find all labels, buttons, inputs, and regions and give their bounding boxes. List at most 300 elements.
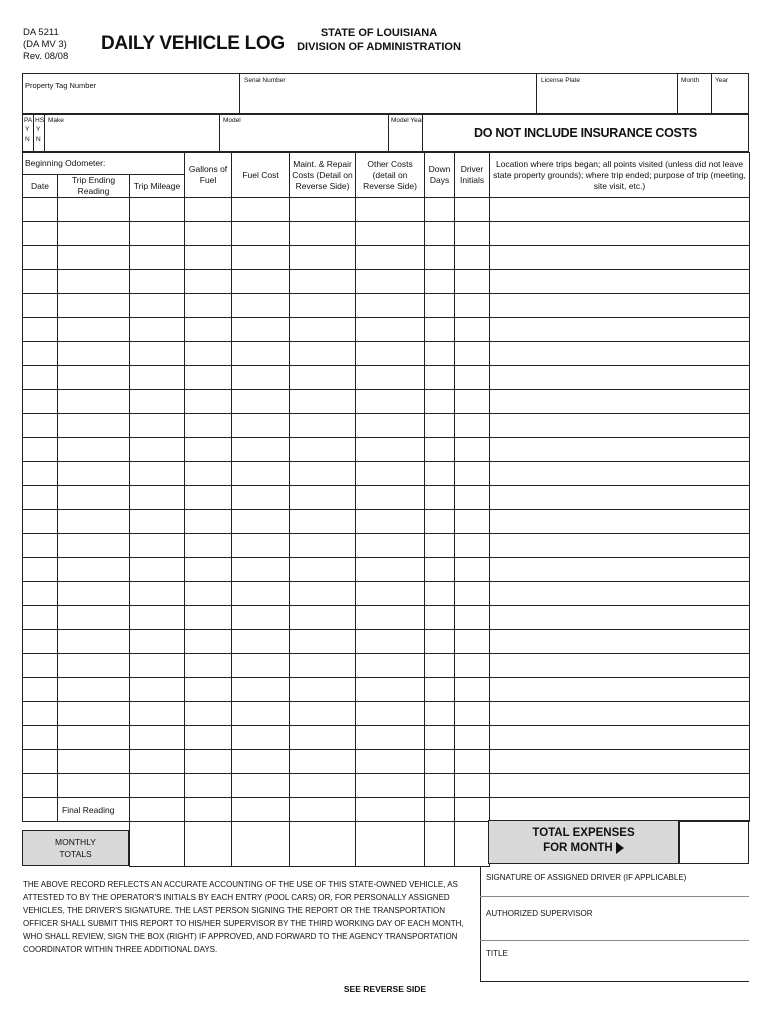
table-cell[interactable] [185,582,232,606]
table-cell[interactable] [425,222,455,246]
hs-yes-label: Y [36,126,41,133]
table-cell[interactable] [58,654,130,678]
table-cell[interactable] [290,534,356,558]
final-reading-cell[interactable] [58,798,130,822]
table-cell[interactable] [232,222,290,246]
table-cell[interactable] [290,318,356,342]
table-cell[interactable] [185,774,232,798]
table-cell[interactable] [185,606,232,630]
table-cell[interactable] [130,558,185,582]
table-cell[interactable] [356,246,425,270]
model-label: Model [223,117,241,124]
table-cell[interactable] [425,198,455,222]
table-cell[interactable] [490,366,750,390]
table-cell[interactable] [130,606,185,630]
table-cell[interactable] [23,582,58,606]
model-year-field[interactable] [389,115,424,151]
table-cell[interactable] [425,414,455,438]
table-cell[interactable] [58,606,130,630]
table-cell[interactable] [425,678,455,702]
model-field[interactable] [220,115,387,151]
table-cell[interactable] [356,774,425,798]
totals-cell[interactable] [185,822,232,867]
table-cell[interactable] [455,702,490,726]
table-cell[interactable] [490,462,750,486]
table-cell[interactable] [23,390,58,414]
table-cell[interactable] [455,342,490,366]
table-cell[interactable] [23,798,58,822]
table-cell[interactable] [425,318,455,342]
table-cell[interactable] [130,222,185,246]
table-cell[interactable] [455,486,490,510]
table-cell[interactable] [356,486,425,510]
table-cell[interactable] [425,798,455,822]
table-cell[interactable] [356,750,425,774]
table-cell[interactable] [455,798,490,822]
table-cell[interactable] [58,414,130,438]
table-cell[interactable] [490,726,750,750]
total-expenses-label: TOTAL EXPENSES [532,827,635,839]
table-cell[interactable] [185,246,232,270]
table-cell[interactable] [130,534,185,558]
table-cell[interactable] [23,558,58,582]
table-cell[interactable] [356,582,425,606]
table-cell[interactable] [232,366,290,390]
table-cell[interactable] [185,702,232,726]
table-cell[interactable] [130,390,185,414]
table-cell[interactable] [23,678,58,702]
pa-label: PA [24,117,33,124]
table-cell[interactable] [130,270,185,294]
table-cell[interactable] [23,510,58,534]
table-cell[interactable] [130,774,185,798]
table-cell[interactable] [455,366,490,390]
table-cell[interactable] [290,726,356,750]
table-cell[interactable] [490,390,750,414]
table-cell[interactable] [490,750,750,774]
table-cell[interactable] [58,318,130,342]
table-cell[interactable] [490,438,750,462]
table-cell[interactable] [425,246,455,270]
table-cell[interactable] [23,462,58,486]
table-cell[interactable] [130,726,185,750]
table-cell[interactable] [455,606,490,630]
table-cell[interactable] [356,342,425,366]
table-cell[interactable] [490,414,750,438]
license-plate-field[interactable] [537,75,676,113]
table-cell[interactable] [23,606,58,630]
table-cell[interactable] [490,294,750,318]
table-cell[interactable] [130,414,185,438]
table-cell[interactable] [356,270,425,294]
table-cell[interactable] [185,486,232,510]
table-row [23,678,750,702]
table-cell[interactable] [23,318,58,342]
table-cell[interactable] [356,294,425,318]
table-cell[interactable] [356,654,425,678]
table-cell[interactable] [185,654,232,678]
table-cell[interactable] [356,534,425,558]
table-cell[interactable] [232,582,290,606]
table-cell[interactable] [232,198,290,222]
table-cell[interactable] [425,558,455,582]
totals-cell[interactable] [130,822,185,867]
table-cell[interactable] [232,798,290,822]
table-cell[interactable] [58,750,130,774]
table-cell[interactable] [455,222,490,246]
table-cell[interactable] [232,510,290,534]
table-cell[interactable] [490,558,750,582]
table-cell[interactable] [130,750,185,774]
table-cell[interactable] [185,342,232,366]
table-cell[interactable] [130,342,185,366]
table-cell[interactable] [58,294,130,318]
table-cell[interactable] [185,198,232,222]
table-row [23,198,750,222]
table-cell[interactable] [130,582,185,606]
table-cell[interactable] [425,270,455,294]
table-cell[interactable] [425,366,455,390]
table-cell[interactable] [425,294,455,318]
table-cell[interactable] [232,606,290,630]
table-cell[interactable] [185,750,232,774]
table-cell[interactable] [185,630,232,654]
table-cell[interactable] [232,390,290,414]
table-cell[interactable] [290,486,356,510]
table-cell[interactable] [232,270,290,294]
driver-signature-field[interactable] [481,866,749,896]
table-cell[interactable] [185,222,232,246]
table-cell[interactable] [185,726,232,750]
table-cell[interactable] [58,582,130,606]
table-cell[interactable] [23,726,58,750]
beginning-odometer-label: Beginning Odometer: [25,158,106,168]
table-cell[interactable] [58,774,130,798]
table-cell[interactable] [23,774,58,798]
state-name: STATE OF LOUISIANA [320,27,438,39]
table-cell[interactable] [290,294,356,318]
table-cell[interactable] [290,222,356,246]
table-cell[interactable] [185,534,232,558]
table-cell[interactable] [23,438,58,462]
table-cell[interactable] [455,246,490,270]
table-row [23,462,750,486]
table-cell[interactable] [23,654,58,678]
table-cell[interactable] [455,294,490,318]
serial-number-field[interactable] [240,75,535,113]
table-cell[interactable] [356,630,425,654]
table-cell[interactable] [356,702,425,726]
table-cell[interactable] [490,654,750,678]
table-cell[interactable] [130,366,185,390]
table-cell[interactable] [490,702,750,726]
table-cell[interactable] [23,270,58,294]
property-tag-field[interactable] [22,75,238,113]
table-cell[interactable] [290,438,356,462]
table-cell[interactable] [490,222,750,246]
table-cell[interactable] [425,510,455,534]
table-cell[interactable] [23,534,58,558]
table-cell[interactable] [356,198,425,222]
table-cell[interactable] [58,246,130,270]
table-cell[interactable] [232,630,290,654]
totals-cell[interactable] [356,822,425,867]
table-cell[interactable] [58,390,130,414]
table-cell[interactable] [356,318,425,342]
table-cell[interactable] [290,198,356,222]
table-cell[interactable] [23,198,58,222]
table-cell[interactable] [232,774,290,798]
pa-checkbox-group[interactable] [23,115,33,151]
table-cell[interactable] [356,390,425,414]
table-cell[interactable] [290,654,356,678]
table-cell[interactable] [232,462,290,486]
table-cell[interactable] [23,750,58,774]
table-row [23,390,750,414]
table-cell[interactable] [425,606,455,630]
table-cell[interactable] [356,438,425,462]
table-cell[interactable] [185,678,232,702]
table-row [23,774,750,798]
table-row [23,366,750,390]
table-cell[interactable] [58,534,130,558]
table-cell[interactable] [425,342,455,366]
table-cell[interactable] [185,558,232,582]
table-cell[interactable] [455,414,490,438]
totals-cell[interactable] [455,822,490,867]
table-cell[interactable] [356,558,425,582]
table-cell[interactable] [356,510,425,534]
table-cell[interactable] [455,630,490,654]
table-cell[interactable] [23,366,58,390]
table-cell[interactable] [455,534,490,558]
table-cell[interactable] [490,798,750,822]
table-cell[interactable] [455,774,490,798]
table-cell[interactable] [455,582,490,606]
table-cell[interactable] [232,702,290,726]
table-cell[interactable] [356,726,425,750]
table-cell[interactable] [232,558,290,582]
log-rows [23,198,750,867]
table-cell[interactable] [130,702,185,726]
table-cell[interactable] [455,558,490,582]
table-cell[interactable] [58,678,130,702]
table-cell[interactable] [232,294,290,318]
table-cell[interactable] [23,222,58,246]
table-cell[interactable] [290,798,356,822]
title-field[interactable] [481,941,749,981]
table-cell[interactable] [232,246,290,270]
table-cell[interactable] [425,534,455,558]
table-cell[interactable] [356,462,425,486]
table-cell[interactable] [130,438,185,462]
table-cell[interactable] [130,798,185,822]
table-cell[interactable] [356,798,425,822]
table-cell[interactable] [23,414,58,438]
table-cell[interactable] [232,678,290,702]
table-cell[interactable] [356,678,425,702]
table-cell[interactable] [58,630,130,654]
table-cell[interactable] [58,438,130,462]
table-cell[interactable] [185,414,232,438]
table-cell[interactable] [290,462,356,486]
table-cell[interactable] [232,342,290,366]
table-cell[interactable] [455,198,490,222]
table-cell[interactable] [425,702,455,726]
make-field[interactable] [45,115,218,151]
table-cell[interactable] [455,438,490,462]
table-cell[interactable] [58,270,130,294]
table-cell[interactable] [490,486,750,510]
supervisor-signature-field[interactable] [481,897,749,940]
table-cell[interactable] [455,318,490,342]
table-cell[interactable] [130,510,185,534]
table-cell[interactable] [425,750,455,774]
table-cell[interactable] [455,654,490,678]
table-cell[interactable] [290,390,356,414]
table-cell[interactable] [130,246,185,270]
table-cell[interactable] [232,438,290,462]
table-cell[interactable] [130,318,185,342]
table-cell[interactable] [130,462,185,486]
table-cell[interactable] [185,798,232,822]
table-cell[interactable] [23,342,58,366]
totals-cell[interactable] [425,822,455,867]
table-cell[interactable] [23,486,58,510]
table-cell[interactable] [290,366,356,390]
table-cell[interactable] [455,270,490,294]
table-cell[interactable] [185,270,232,294]
table-cell[interactable] [290,582,356,606]
table-cell[interactable] [356,222,425,246]
table-cell[interactable] [232,486,290,510]
table-cell[interactable] [130,198,185,222]
table-cell[interactable] [425,774,455,798]
table-cell[interactable] [232,414,290,438]
table-cell[interactable] [130,294,185,318]
table-cell[interactable] [490,246,750,270]
table-cell[interactable] [130,630,185,654]
table-cell[interactable] [58,558,130,582]
table-cell[interactable] [290,702,356,726]
table-cell[interactable] [185,510,232,534]
table-cell[interactable] [58,222,130,246]
table-cell[interactable] [232,318,290,342]
beginning-odometer-header[interactable] [23,153,185,175]
table-cell[interactable] [23,294,58,318]
totals-cell[interactable] [232,822,290,867]
maint-repair-header: Maint. & Repair Costs (Detail on Reverse Side) [290,153,356,198]
table-cell[interactable] [490,318,750,342]
table-cell[interactable] [58,486,130,510]
table-cell[interactable] [490,534,750,558]
table-cell[interactable] [185,366,232,390]
hs-checkbox-group[interactable] [34,115,44,151]
table-cell[interactable] [58,510,130,534]
table-cell[interactable] [290,774,356,798]
table-cell[interactable] [58,198,130,222]
table-cell[interactable] [290,414,356,438]
table-cell[interactable] [185,462,232,486]
table-cell[interactable] [290,606,356,630]
table-cell[interactable] [425,654,455,678]
table-cell[interactable] [490,630,750,654]
table-cell[interactable] [58,726,130,750]
table-cell[interactable] [425,486,455,510]
table-cell[interactable] [490,678,750,702]
table-cell[interactable] [232,750,290,774]
table-cell[interactable] [58,462,130,486]
table-cell[interactable] [425,582,455,606]
table-cell[interactable] [23,246,58,270]
table-cell[interactable] [290,510,356,534]
table-cell[interactable] [290,270,356,294]
totals-cell[interactable] [290,822,356,867]
table-cell[interactable] [130,654,185,678]
gallons-header: Gallons of Fuel [185,153,232,198]
table-cell[interactable] [232,534,290,558]
table-cell[interactable] [356,606,425,630]
fuel-cost-header: Fuel Cost [232,153,290,198]
table-cell[interactable] [185,390,232,414]
table-cell[interactable] [232,726,290,750]
table-cell[interactable] [23,630,58,654]
table-cell[interactable] [455,750,490,774]
table-cell[interactable] [290,246,356,270]
table-cell[interactable] [455,390,490,414]
table-cell[interactable] [185,318,232,342]
table-cell[interactable] [290,678,356,702]
table-cell[interactable] [58,702,130,726]
table-cell[interactable] [425,390,455,414]
table-cell[interactable] [130,486,185,510]
table-cell[interactable] [425,630,455,654]
table-cell[interactable] [490,342,750,366]
month-field[interactable] [678,75,710,113]
total-expenses-value[interactable] [679,820,749,864]
table-cell[interactable] [490,774,750,798]
table-cell[interactable] [58,342,130,366]
table-cell[interactable] [425,462,455,486]
license-plate-label: License Plate [541,77,581,84]
table-cell[interactable] [455,510,490,534]
table-cell[interactable] [232,654,290,678]
table-cell[interactable] [490,510,750,534]
table-cell[interactable] [290,630,356,654]
table-cell[interactable] [58,366,130,390]
table-cell[interactable] [425,438,455,462]
year-field[interactable] [712,75,748,113]
table-cell[interactable] [455,462,490,486]
table-cell[interactable] [290,342,356,366]
table-cell[interactable] [455,726,490,750]
table-cell[interactable] [185,294,232,318]
table-cell[interactable] [23,702,58,726]
table-cell[interactable] [356,366,425,390]
table-cell[interactable] [290,750,356,774]
table-row [23,294,750,318]
table-cell[interactable] [130,678,185,702]
table-cell[interactable] [185,438,232,462]
table-cell[interactable] [490,582,750,606]
table-cell[interactable] [455,678,490,702]
table-cell[interactable] [490,270,750,294]
table-cell[interactable] [490,198,750,222]
table-cell[interactable] [490,606,750,630]
table-cell[interactable] [356,414,425,438]
table-cell[interactable] [290,558,356,582]
table-cell[interactable] [425,726,455,750]
